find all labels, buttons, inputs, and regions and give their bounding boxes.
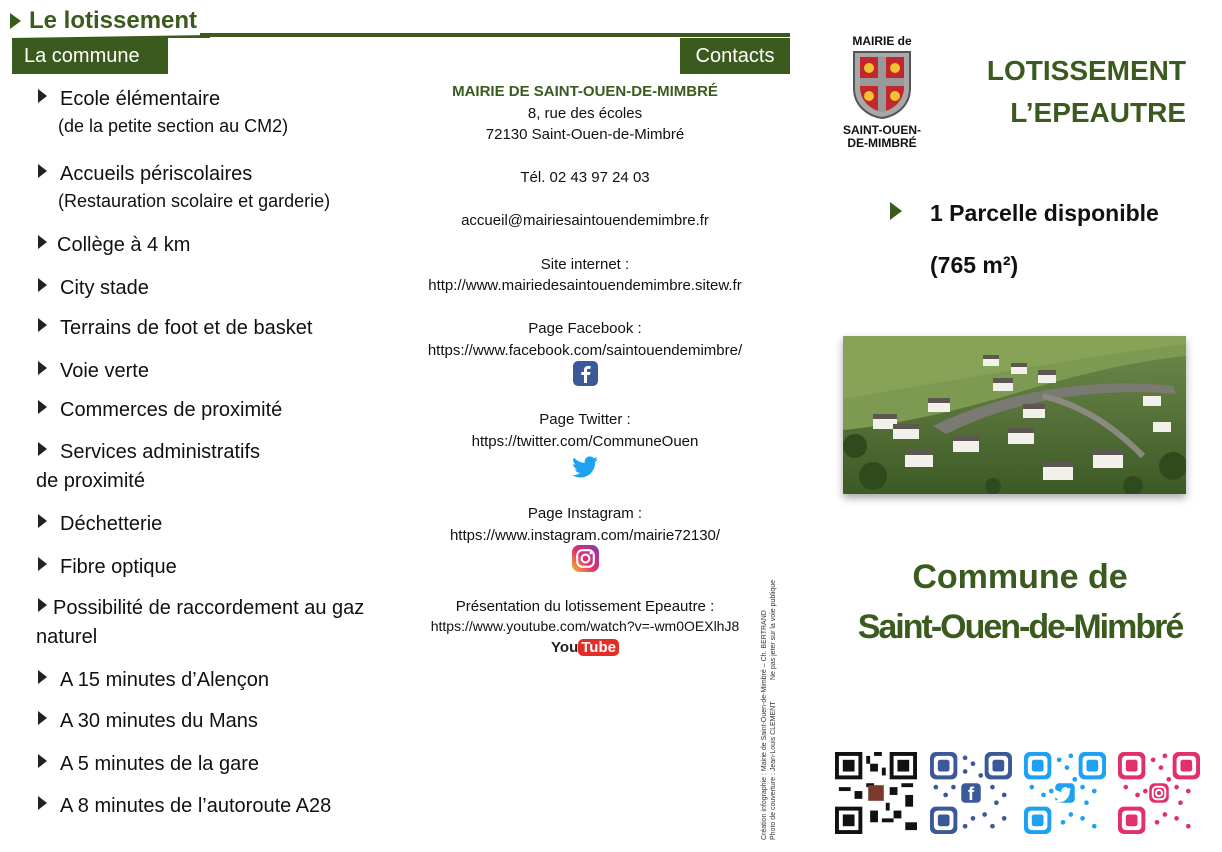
bullet-arrow-icon	[38, 598, 47, 612]
qr-code-facebook[interactable]	[930, 752, 1012, 834]
facebook-link[interactable]: https://www.facebook.com/saintouendemimbre/	[427, 342, 743, 359]
bullet-arrow-icon	[38, 164, 47, 178]
parcel-text: 1 Parcelle disponible	[930, 200, 1159, 226]
list-item-continuation: naturel	[36, 626, 98, 648]
youtube-label: Présentation du lotissement Epeautre :	[455, 598, 715, 615]
youtube-logo-tube: Tube	[578, 639, 619, 656]
commune-title-line-2: Saint-Ouen-de-Mimbré	[857, 608, 1183, 646]
bullet-arrow-icon	[38, 89, 47, 103]
list-item-continuation: de proximité	[36, 470, 145, 492]
list-item-label: Déchetterie	[60, 513, 163, 535]
bullet-arrow-icon	[38, 557, 47, 571]
bullet-arrow-icon	[38, 318, 47, 332]
coat-of-arms-icon	[832, 48, 932, 120]
parcel-surface: (765 m²)	[930, 252, 1019, 278]
list-item	[38, 438, 260, 495]
site-link[interactable]: http://www.mairiedesaintouendemimbre.sitew.fr	[428, 277, 742, 294]
list-item-label: Commerces de proximité	[60, 399, 283, 421]
header-rule	[200, 33, 790, 37]
credits-line-1: Création infographie : Mairie de Saint-Ouen-de-Mimbré – Ch. BERTRAND	[761, 610, 768, 840]
list-item	[38, 314, 312, 342]
twitter-icon[interactable]	[570, 453, 600, 481]
logo-bottom-text-2: DE-MIMBRÉ	[847, 136, 917, 150]
list-item-label: Possibilité de raccordement au gaz	[53, 597, 365, 619]
instagram-icon[interactable]	[572, 545, 599, 572]
list-item-label: City stade	[60, 277, 149, 299]
triangle-bullet-icon	[890, 202, 902, 220]
logo-bottom-text-1: SAINT-OUEN-	[843, 123, 921, 137]
commune-title	[840, 552, 1200, 652]
lotissement-title	[960, 50, 1186, 134]
lotissement-title-line-2: L’EPEAUTRE	[1010, 97, 1186, 128]
list-item	[38, 357, 149, 385]
twitter-link[interactable]: https://twitter.com/CommuneOuen	[471, 433, 699, 450]
bullet-arrow-icon	[38, 235, 47, 249]
contact-phone: Tél. 02 43 97 24 03	[520, 169, 650, 186]
mairie-logo	[832, 34, 932, 149]
list-item-label: A 15 minutes d’Alençon	[60, 669, 270, 691]
credits-line-2: Photo de couverture : Jean-Louis CLEMENT	[770, 701, 777, 840]
site-label: Site internet :	[540, 256, 630, 273]
list-item-label: A 30 minutes du Mans	[60, 710, 258, 732]
list-item	[38, 85, 288, 139]
list-item	[38, 666, 269, 694]
contact-address-2: 72130 Saint-Ouen-de-Mimbré	[485, 126, 685, 143]
bullet-arrow-icon	[38, 711, 47, 725]
list-item-label: A 5 minutes de la gare	[60, 753, 260, 775]
aerial-photo	[843, 336, 1186, 494]
instagram-label: Page Instagram :	[527, 505, 643, 522]
contact-org	[390, 81, 780, 102]
list-item	[38, 553, 177, 581]
list-item-label: Fibre optique	[60, 556, 177, 578]
instagram-icon-wrap	[390, 545, 780, 572]
list-item-label: Services administratifs	[60, 441, 261, 463]
credits-line-3: Ne pas jeter sur la voie publique	[770, 579, 777, 680]
list-item-label: Collège à 4 km	[57, 234, 191, 256]
contact-org-name: MAIRIE DE SAINT-OUEN-DE-MIMBRÉ	[452, 83, 718, 100]
list-item-label: Voie verte	[60, 360, 149, 382]
tab-la-commune: La commune	[12, 38, 168, 74]
facebook-icon[interactable]	[573, 361, 598, 386]
bullet-arrow-icon	[38, 754, 47, 768]
list-item	[38, 396, 282, 424]
qr-code-twitter[interactable]	[1024, 752, 1106, 834]
list-item-sub: (de la petite section au CM2)	[58, 116, 289, 136]
parcel-available	[890, 200, 1159, 227]
list-item	[38, 510, 162, 538]
twitter-icon-wrap	[390, 453, 780, 481]
youtube-link[interactable]: https://www.youtube.com/watch?v=-wm0OEXlhJ8	[430, 618, 740, 634]
list-item	[38, 594, 364, 651]
list-item	[38, 707, 258, 735]
qr-code-instagram[interactable]	[1118, 752, 1200, 834]
list-item	[38, 231, 190, 259]
section-title	[10, 6, 197, 36]
list-item-sub: (Restauration scolaire et garderie)	[58, 191, 331, 211]
bullet-arrow-icon	[38, 514, 47, 528]
logo-top-text: MAIRIE de	[852, 34, 912, 48]
page-title: Le lotissement	[29, 7, 198, 34]
list-item	[38, 274, 149, 302]
list-item	[38, 792, 331, 820]
list-item-label: A 8 minutes de l’autoroute A28	[60, 795, 332, 817]
list-item-label: Accueils périscolaires	[60, 163, 253, 185]
youtube-logo-you: You	[551, 639, 579, 656]
contact-email[interactable]: accueil@mairiesaintouendemimbre.fr	[461, 212, 709, 229]
lotissement-title-line-1: LOTISSEMENT	[986, 55, 1186, 86]
youtube-icon[interactable]	[551, 638, 619, 658]
qr-code-site[interactable]	[835, 752, 917, 834]
facebook-label: Page Facebook :	[528, 320, 642, 337]
list-item-label: Terrains de foot et de basket	[60, 317, 313, 339]
bullet-arrow-icon	[38, 796, 47, 810]
list-item	[38, 750, 259, 778]
bullet-arrow-icon	[38, 361, 47, 375]
bullet-arrow-icon	[38, 442, 47, 456]
commune-title-line-1: Commune de	[912, 558, 1128, 596]
list-item-label: Ecole élémentaire	[60, 88, 221, 110]
instagram-link[interactable]: https://www.instagram.com/mairie72130/	[449, 527, 721, 544]
tab-contacts: Contacts	[680, 38, 790, 74]
bullet-arrow-icon	[38, 278, 47, 292]
list-item	[38, 160, 330, 214]
youtube-logo-wrap	[390, 637, 780, 659]
triangle-bullet-icon	[10, 13, 21, 29]
facebook-icon-wrap	[390, 361, 780, 387]
bullet-arrow-icon	[38, 400, 47, 414]
bullet-arrow-icon	[38, 670, 47, 684]
contact-address-1: 8, rue des écoles	[527, 105, 643, 122]
twitter-label: Page Twitter :	[539, 411, 631, 428]
svg-text:f: f	[967, 783, 975, 805]
